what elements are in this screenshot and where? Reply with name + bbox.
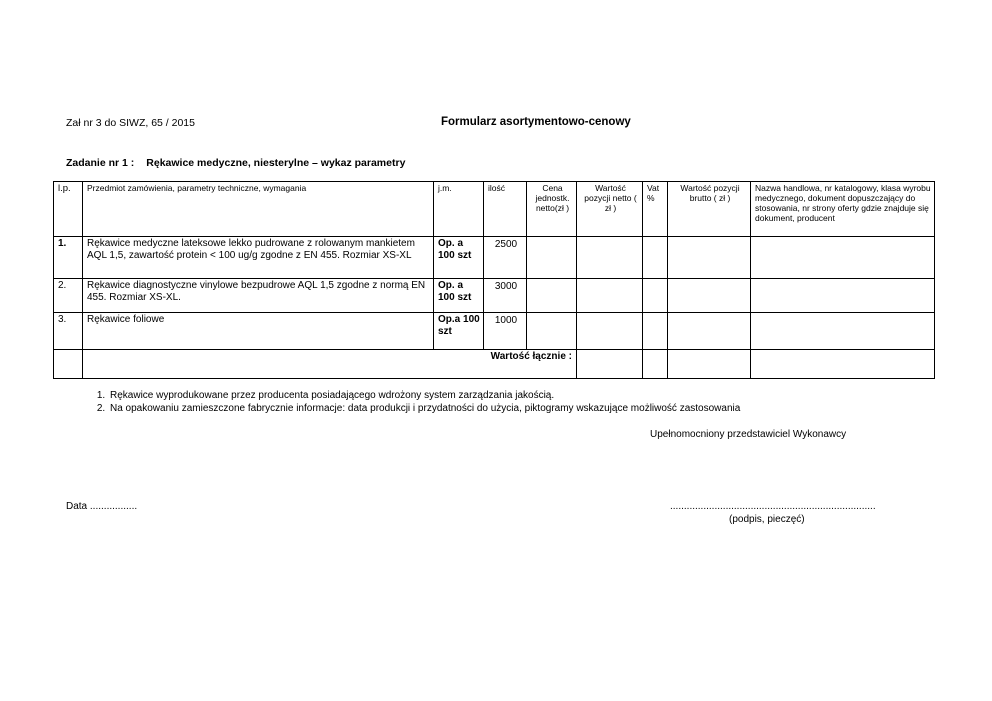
row-unit-price-cell[interactable] [527, 313, 577, 350]
document-reference: Zał nr 3 do SIWZ, 65 / 2015 [66, 117, 195, 129]
row-trade-name-cell[interactable] [751, 279, 935, 313]
total-row [54, 350, 935, 379]
table-header-row [54, 182, 935, 237]
col-header-net-value: Wartość pozycji netto ( zł ) [577, 182, 643, 237]
total-vat-cell[interactable] [643, 350, 668, 379]
row-subject: Rękawice foliowe [83, 313, 434, 350]
row-lp: 3. [54, 313, 83, 350]
col-header-unit: j.m. [434, 182, 484, 237]
representative-label: Upełnomocniony przedstawiciel Wykonawcy [650, 429, 847, 440]
total-gross-value-cell[interactable] [668, 350, 751, 379]
col-header-trade-name: Nazwa handlowa, nr katalogowy, klasa wyrobu medycznego, dokument dopuszczający do stosowania, nr strony oferty gdzie znajduje się dokument, producent [751, 182, 935, 237]
row-unit: Op. a 100 szt [434, 279, 484, 313]
notes-list [90, 390, 740, 415]
row-vat-cell[interactable] [643, 237, 668, 279]
col-header-gross-value: Wartość pozycji brutto ( zł ) [668, 182, 751, 237]
row-qty: 1000 [484, 313, 527, 350]
table-row [54, 237, 935, 279]
row-net-value-cell[interactable] [577, 313, 643, 350]
row-qty: 3000 [484, 279, 527, 313]
note-item: 2. Na opakowaniu zamieszczone fabrycznie informacje: data produkcji i przydatności do użycia, piktogramy wskazujące możliwość zastosowania [108, 403, 740, 416]
form-title: Formularz asortymentowo-cenowy [441, 116, 631, 128]
row-unit: Op.a 100 szt [434, 313, 484, 350]
row-net-value-cell[interactable] [577, 237, 643, 279]
signature-label: (podpis, pieczęć) [729, 514, 805, 525]
col-header-unit-price: Cena jednostk. netto(zł ) [527, 182, 577, 237]
date-field[interactable]: Data ................. [66, 501, 138, 512]
row-gross-value-cell[interactable] [668, 313, 751, 350]
row-subject: Rękawice diagnostyczne vinylowe bezpudrowe AQL 1,5 zgodne z normą EN 455. Rozmiar XS-XL. [83, 279, 434, 313]
table-row [54, 279, 935, 313]
row-trade-name-cell[interactable] [751, 313, 935, 350]
table-row [54, 313, 935, 350]
col-header-subject: Przedmiot zamówienia, parametry techniczne, wymagania [83, 182, 434, 237]
row-lp: 2. [54, 279, 83, 313]
row-gross-value-cell[interactable] [668, 279, 751, 313]
total-net-value-cell[interactable] [577, 350, 643, 379]
total-trade-name-cell[interactable] [751, 350, 935, 379]
assortment-price-table [53, 181, 935, 379]
row-qty: 2500 [484, 237, 527, 279]
task-name: Rękawice medyczne, niesterylne – wykaz parametry [146, 157, 406, 169]
row-unit-price-cell[interactable] [527, 279, 577, 313]
row-net-value-cell[interactable] [577, 279, 643, 313]
row-lp: 1. [54, 237, 83, 279]
total-label: Wartość łącznie : [83, 350, 577, 379]
col-header-vat: Vat % [643, 182, 668, 237]
row-trade-name-cell[interactable] [751, 237, 935, 279]
col-header-lp: l.p. [54, 182, 83, 237]
row-unit: Op. a 100 szt [434, 237, 484, 279]
total-row-lp-cell [54, 350, 83, 379]
row-unit-price-cell[interactable] [527, 237, 577, 279]
row-subject: Rękawice medyczne lateksowe lekko pudrowane z rolowanym mankietem AQL 1,5, zawartość protein < 100 ug/g zgodne z EN 455. Rozmiar XS-XL [83, 237, 434, 279]
row-vat-cell[interactable] [643, 279, 668, 313]
task-number: Zadanie nr 1 : [66, 157, 135, 169]
col-header-qty: ilość [484, 182, 527, 237]
signature-line[interactable]: .......................................................................... [670, 501, 876, 512]
row-vat-cell[interactable] [643, 313, 668, 350]
note-item: 1. Rękawice wyprodukowane przez producenta posiadającego wdrożony system zarządzania jakością. [108, 390, 740, 403]
task-heading [66, 157, 405, 169]
row-gross-value-cell[interactable] [668, 237, 751, 279]
